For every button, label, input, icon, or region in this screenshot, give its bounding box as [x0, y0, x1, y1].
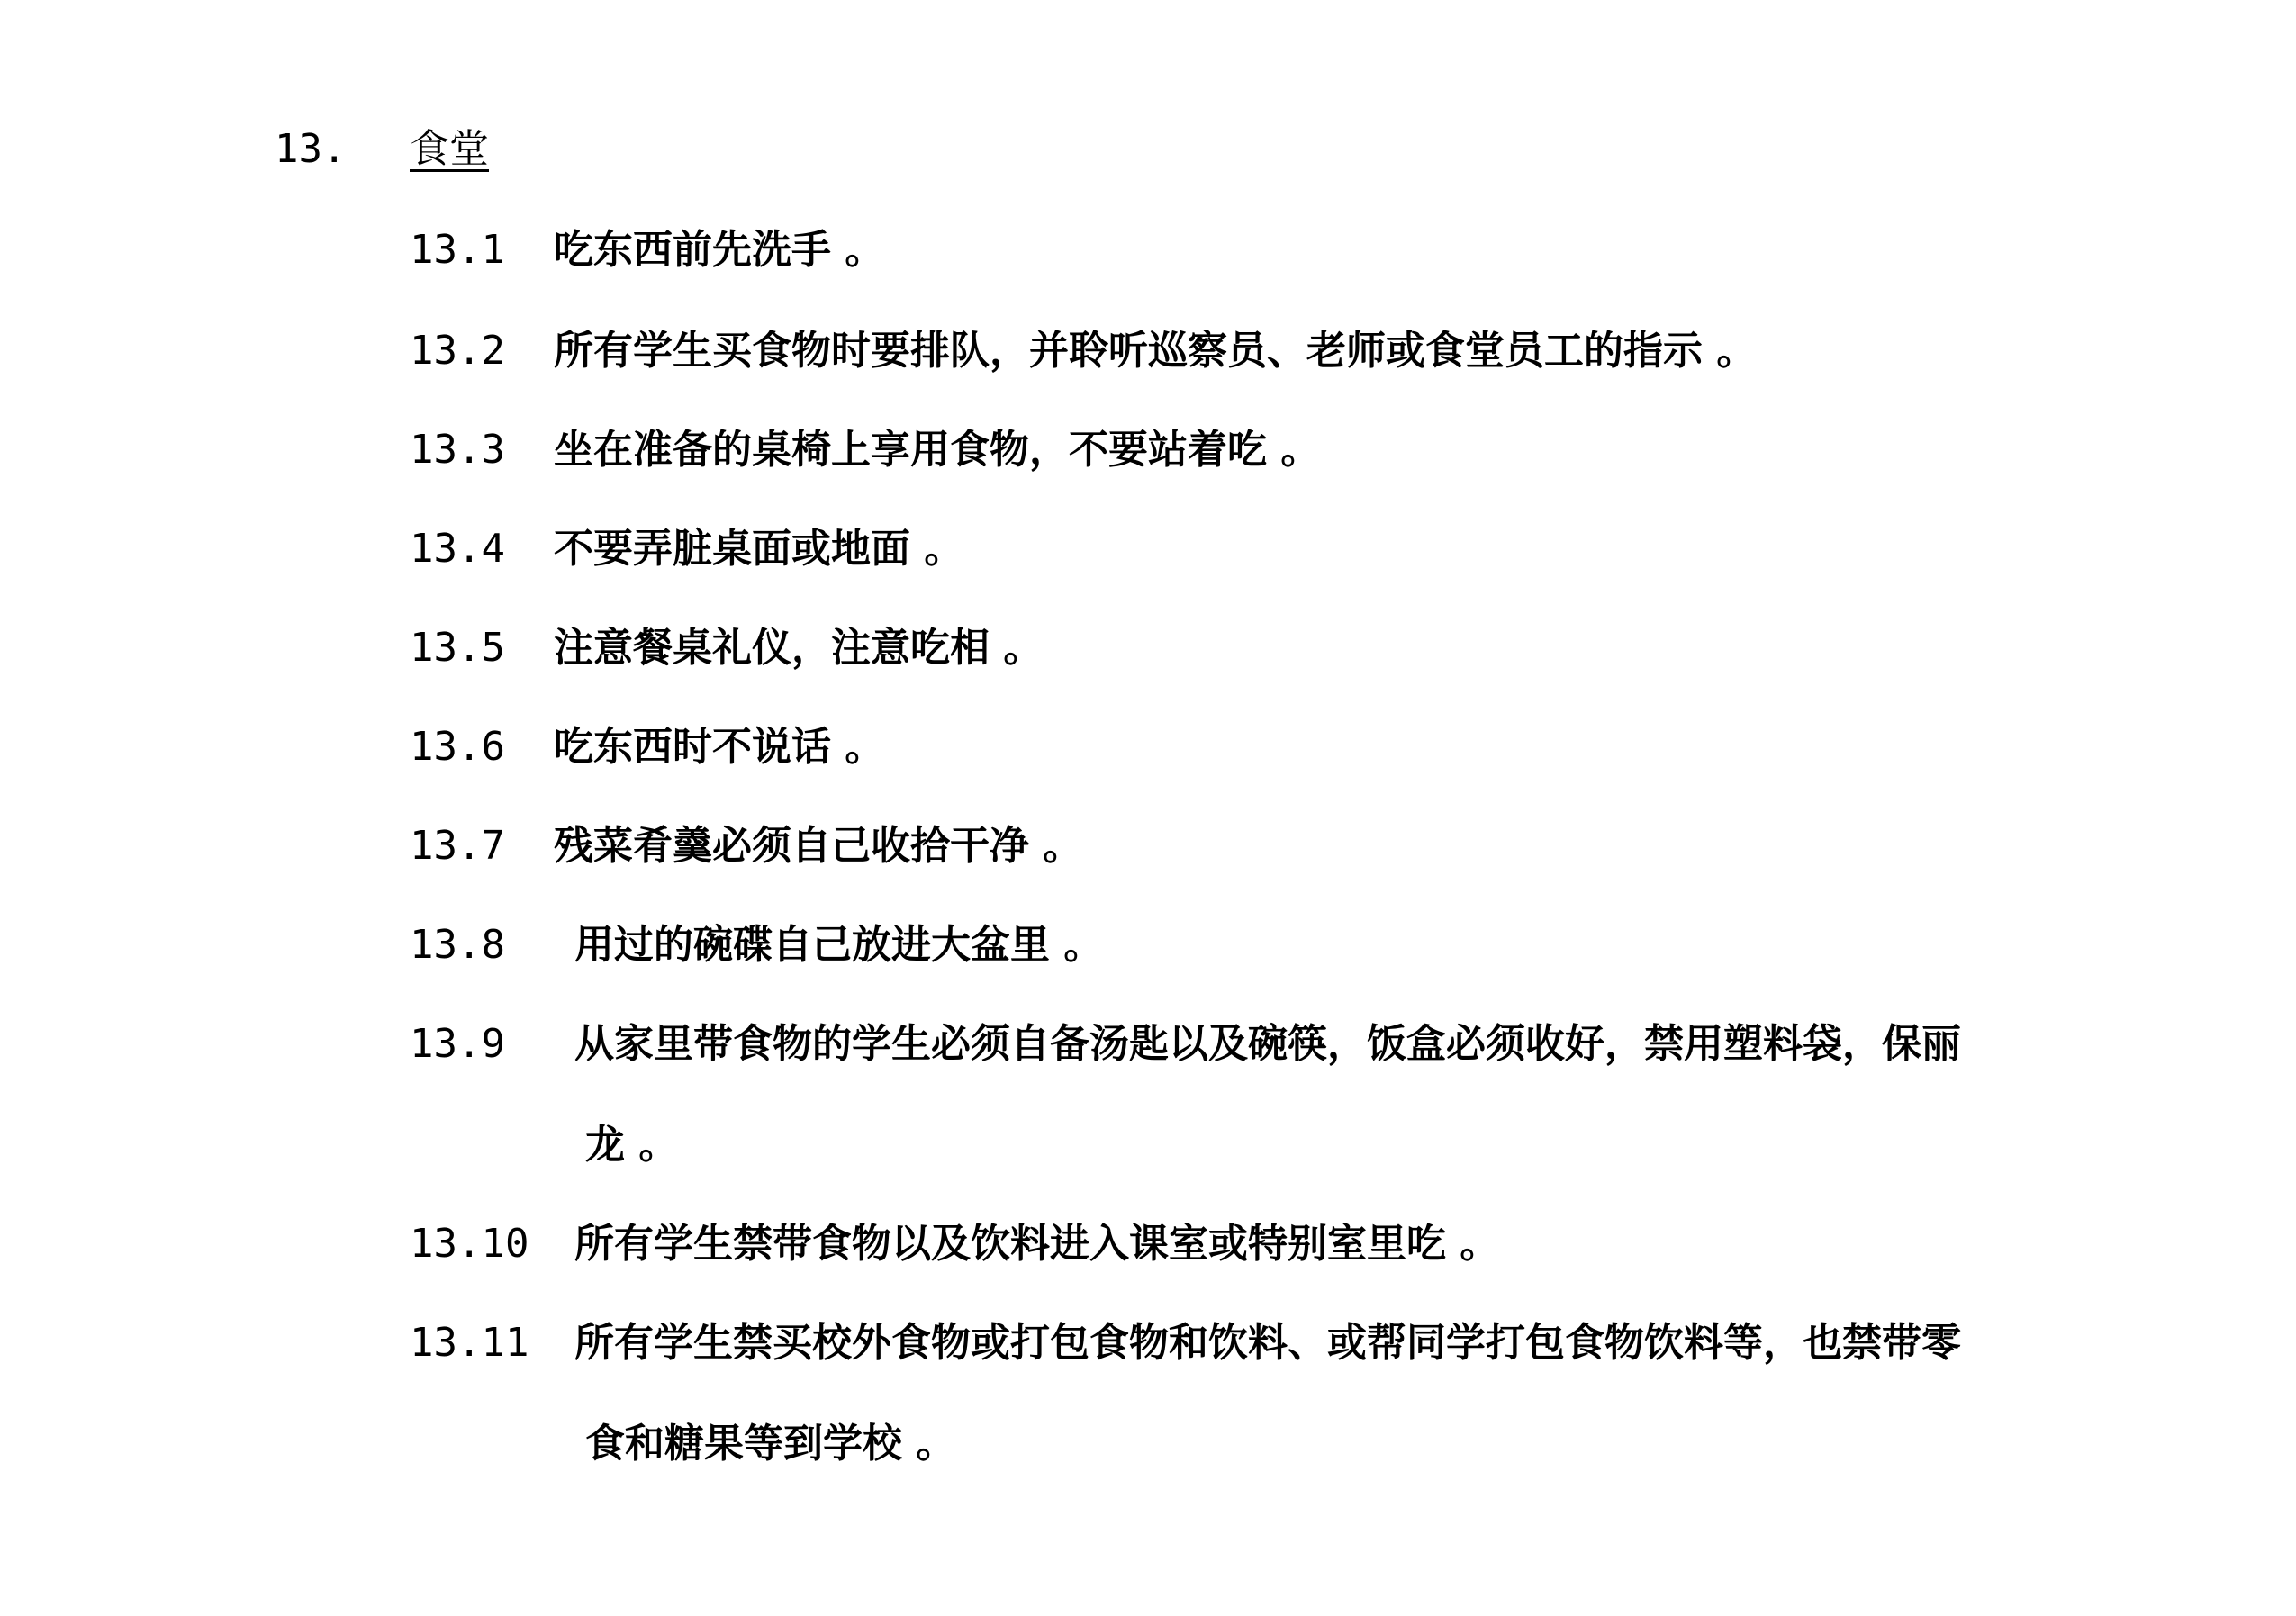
item-number: 13.10 — [410, 1221, 529, 1267]
item-text: 注意餐桌礼仪，注意吃相 。 — [554, 625, 1044, 671]
item-text: 从家里带食物的学生必须自备汤匙以及碗筷，饭盒必须收好，禁用塑料袋，保丽 — [574, 1021, 1961, 1067]
item-text: 吃东西前先洗手 。 — [554, 227, 885, 273]
item-number: 13.6 — [410, 724, 505, 770]
item-number: 13.8 — [410, 922, 505, 968]
item-text: 用过的碗碟自己放进大盆里 。 — [574, 922, 1104, 968]
section-number: 13. — [275, 126, 347, 172]
item-number: 13.4 — [410, 526, 505, 572]
item-text: 残菜肴羹必须自己收拾干净 。 — [554, 823, 1083, 869]
item-text: 不要弄脏桌面或地面 。 — [554, 526, 964, 572]
item-number: 13.1 — [410, 227, 505, 273]
item-text-continuation: 食和糖果等到学校 。 — [585, 1421, 956, 1467]
item-text-continuation: 龙 。 — [585, 1122, 679, 1168]
item-text: 吃东西时不说话 。 — [554, 724, 885, 770]
item-number: 13.11 — [410, 1320, 529, 1366]
item-text: 所有学生禁买校外食物或打包食物和饮料、或帮同学打包食物饮料等，也禁带零 — [574, 1320, 1961, 1366]
item-number: 13.3 — [410, 427, 505, 473]
item-text: 所有学生买食物时要排队，并聆听巡察员、老师或食堂员工的指示 。 — [554, 328, 1757, 374]
section-title: 食堂 — [410, 126, 489, 172]
item-number: 13.9 — [410, 1021, 505, 1067]
item-number: 13.2 — [410, 328, 505, 374]
item-text: 坐在准备的桌椅上享用食物，不要站着吃 。 — [554, 427, 1321, 473]
item-number: 13.5 — [410, 625, 505, 671]
item-number: 13.7 — [410, 823, 505, 869]
item-text: 所有学生禁带食物以及饮料进入课室或特别室里吃 。 — [574, 1221, 1500, 1267]
